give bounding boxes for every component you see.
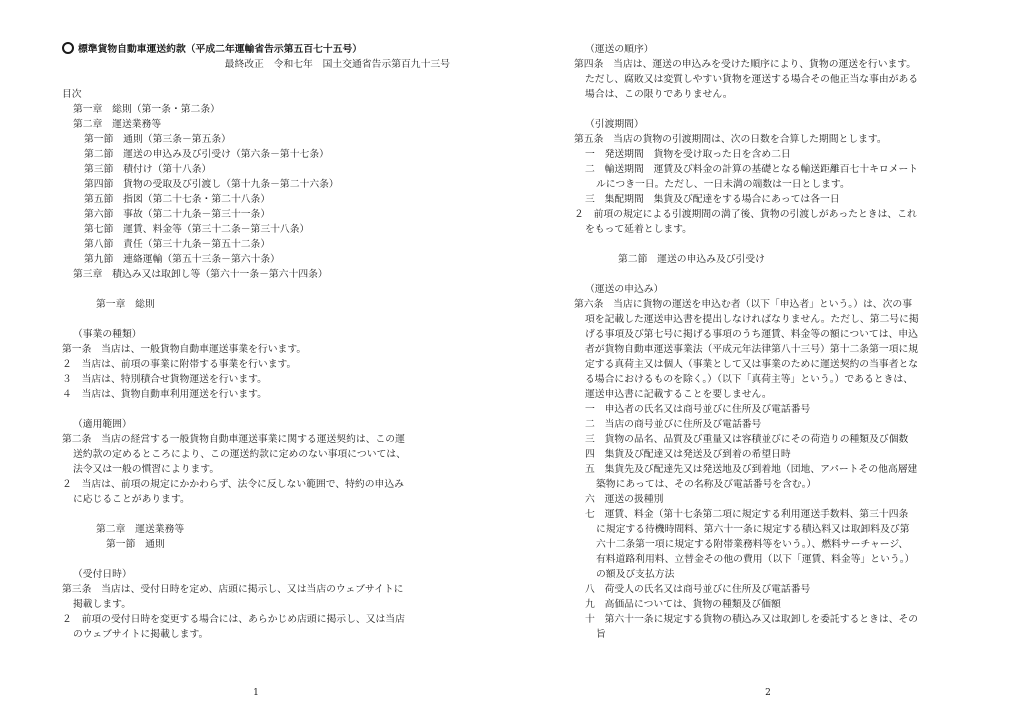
- article-3: [62, 582, 454, 642]
- section-heading: 第一節 通則: [106, 539, 165, 550]
- list-item: 有料道路利用料、立替金その他の費用（以下「運賃、料金等」という。）: [596, 554, 915, 565]
- list-item: 四 集貨及び配達又は発送及び到着の希望日時: [585, 449, 791, 460]
- article-line: 送約款の定めるところにより、この運送約款に定めのない事項については、: [73, 449, 406, 460]
- article-6-items: [574, 402, 972, 642]
- list-item: 築物にあっては、その名称及び電話番号を含む。）: [596, 479, 817, 490]
- page-left-content: [62, 42, 454, 642]
- article-line: 項を記載した運送申込書を提出しなければなりません。ただし、第二号に掲: [585, 314, 919, 325]
- circle-mark-icon: [62, 42, 74, 54]
- article-line: ルにつき一日。ただし、一日未満の端数は一日とします。: [596, 179, 850, 190]
- list-item: 旨: [596, 629, 606, 640]
- article-1: [62, 342, 454, 402]
- article-line: 第四条 当店は、運送の申込みを受けた順序により、貨物の運送を行います。: [574, 59, 917, 70]
- chapter-heading: 第一章 総則: [96, 299, 155, 310]
- article-2: [62, 432, 454, 507]
- list-item: 五 集貨先及び配達先又は発送地及び到着地（団地、アパートその他高層建: [585, 464, 918, 475]
- article-line: 場合は、この限りでありません。: [585, 89, 733, 100]
- article-line: 第一条 当店は、一般貨物自動車運送事業を行います。: [62, 344, 307, 355]
- document-title: 標準貨物自動車運送約款（平成二年運輸省告示第五百七十五号）: [62, 42, 454, 57]
- article-caption: （事業の種類）: [73, 329, 142, 340]
- toc-item: 第一節 通則（第三条－第五条）: [84, 134, 231, 145]
- table-of-contents: [62, 102, 454, 282]
- toc-item: 第二章 運送業務等: [73, 119, 162, 130]
- toc-item: 第四節 貨物の受取及び引渡し（第十九条－第二十六条）: [84, 179, 339, 190]
- article-line: ２ 当店は、前項の事業に附帯する事業を行います。: [62, 359, 297, 370]
- article-caption: （適用範囲）: [73, 419, 132, 430]
- article-line: をもって延着とします。: [585, 224, 692, 235]
- toc-item: 第七節 運賃、料金等（第三十二条－第三十八条）: [84, 224, 310, 235]
- article-line: 掲載します。: [73, 599, 131, 610]
- list-item: 二 当店の商号並びに住所及び電話番号: [585, 419, 762, 430]
- page-right: [512, 0, 1024, 724]
- article-line: 者が貨物自動車運送事業法（平成元年法律第八十三号）第十二条第一項に規: [585, 344, 919, 355]
- page-number: 2: [765, 688, 771, 698]
- chapter-heading: 第二章 運送業務等: [96, 524, 185, 535]
- toc-item: 第一章 総則（第一条・第二条）: [73, 104, 220, 115]
- toc-item: 第五節 指図（第二十七条・第二十八条）: [84, 194, 271, 205]
- article-line: 三 集配期間 集貨及び配達をする場合にあっては各一日: [585, 194, 840, 205]
- list-item: 十 第六十一条に規定する貨物の積込み又は取卸しを委託するときは、その: [585, 614, 919, 625]
- article-line: 第五条 当店の貨物の引渡期間は、次の日数を合算した期間とします。: [574, 134, 887, 145]
- article-line: 法令又は一般の慣習によります。: [73, 464, 220, 475]
- list-item: 八 荷受人の氏名又は商号並びに住所及び電話番号: [585, 584, 811, 595]
- page-number: 1: [253, 688, 259, 698]
- article-caption: （引渡期間）: [585, 119, 644, 130]
- list-item: 三 貨物の品名、品質及び重量又は容積並びにその荷造りの種類及び個数: [585, 434, 909, 445]
- page-right-content: [574, 42, 972, 642]
- toc-item: 第九節 連絡運輸（第五十三条－第六十条）: [84, 254, 280, 265]
- article-line: げる事項及び第七号に掲げる事項のうち運賃、料金等の額については、申込: [585, 329, 918, 340]
- article-line: 定する真荷主又は個人（事業として又は事業のために運送契約の当事者とな: [585, 359, 919, 370]
- toc-item: 第六節 事故（第二十九条－第三十一条）: [84, 209, 271, 220]
- article-line: 第三条 当店は、受付日時を定め、店頭に掲示し、又は当店のウェブサイトに: [62, 584, 404, 595]
- list-item: 七 運賃、料金（第十七条第二項に規定する利用運送手数料、第三十四条: [585, 509, 909, 520]
- article-line: ２ 前項の規定による引渡期間の満了後、貨物の引渡しがあったときは、これ: [574, 209, 917, 220]
- article-line: 第二条 当店の経営する一般貨物自動車運送事業に関する運送契約は、この運: [62, 434, 405, 445]
- article-line: る場合におけるものを除く。）（以下「真荷主等」という。）であるときは、: [585, 374, 913, 385]
- section-heading: 第二節 運送の申込み及び引受け: [618, 254, 765, 265]
- article-5: [574, 132, 972, 237]
- article-caption: （運送の申込み）: [585, 284, 664, 295]
- article-line: ３ 当店は、特別積合せ貨物運送を行います。: [62, 374, 267, 385]
- article-line: 運送申込書に記載することを要しません。: [585, 389, 772, 400]
- article-line: ２ 当店は、前項の規定にかかわらず、法令に反しない範囲で、特約の申込み: [62, 479, 404, 490]
- article-line: ４ 当店は、貨物自動車利用運送を行います。: [62, 389, 267, 400]
- list-item: 九 高価品については、貨物の種類及び価額: [585, 599, 781, 610]
- toc-item: 第三節 積付け（第十八条）: [84, 164, 212, 175]
- article-caption: （運送の順序）: [585, 44, 654, 55]
- article-caption: （受付日時）: [73, 569, 132, 580]
- list-item: に規定する待機時間料、第六十一条に規定する積込料又は取卸料及び第: [596, 524, 910, 535]
- toc-item: 第二節 運送の申込み及び引受け（第六条－第十七条）: [84, 149, 329, 160]
- article-line: ２ 前項の受付日時を変更する場合には、あらかじめ店頭に掲示し、又は当店: [62, 614, 405, 625]
- article-line: 一 発送期間 貨物を受け取った日を含め二日: [585, 149, 791, 160]
- article-line: に応じることがあります。: [73, 494, 190, 505]
- article-line: 二 輸送期間 運賃及び料金の計算の基礎となる輸送距離百七十キロメート: [585, 164, 919, 175]
- article-line: のウェブサイトに掲載します。: [73, 629, 209, 640]
- article-line: 第六条 当店に貨物の運送を申込む者（以下「申込者」という。）は、次の事: [574, 299, 912, 310]
- article-line: ただし、腐敗又は変質しやすい貨物を運送する場合その他正当な事由がある: [585, 74, 919, 85]
- list-item: 一 申込者の氏名又は商号並びに住所及び電話番号: [585, 404, 811, 415]
- article-4: [574, 57, 972, 102]
- article-6: [574, 297, 972, 402]
- list-item: 六十二条第一項に規定する附帯業務料等をいう。）、燃料サーチャージ、: [596, 539, 909, 550]
- toc-item: 第三章 積込み又は取卸し等（第六十一条－第六十四条）: [73, 269, 328, 280]
- list-item: の額及び支払方法: [596, 569, 675, 580]
- list-item: 六 運送の扱種別: [585, 494, 664, 505]
- revision-note: 最終改正 令和七年 国土交通省告示第百九十三号: [224, 59, 450, 70]
- toc-heading: 目次: [62, 89, 82, 100]
- toc-item: 第八節 責任（第三十九条－第五十二条）: [84, 239, 271, 250]
